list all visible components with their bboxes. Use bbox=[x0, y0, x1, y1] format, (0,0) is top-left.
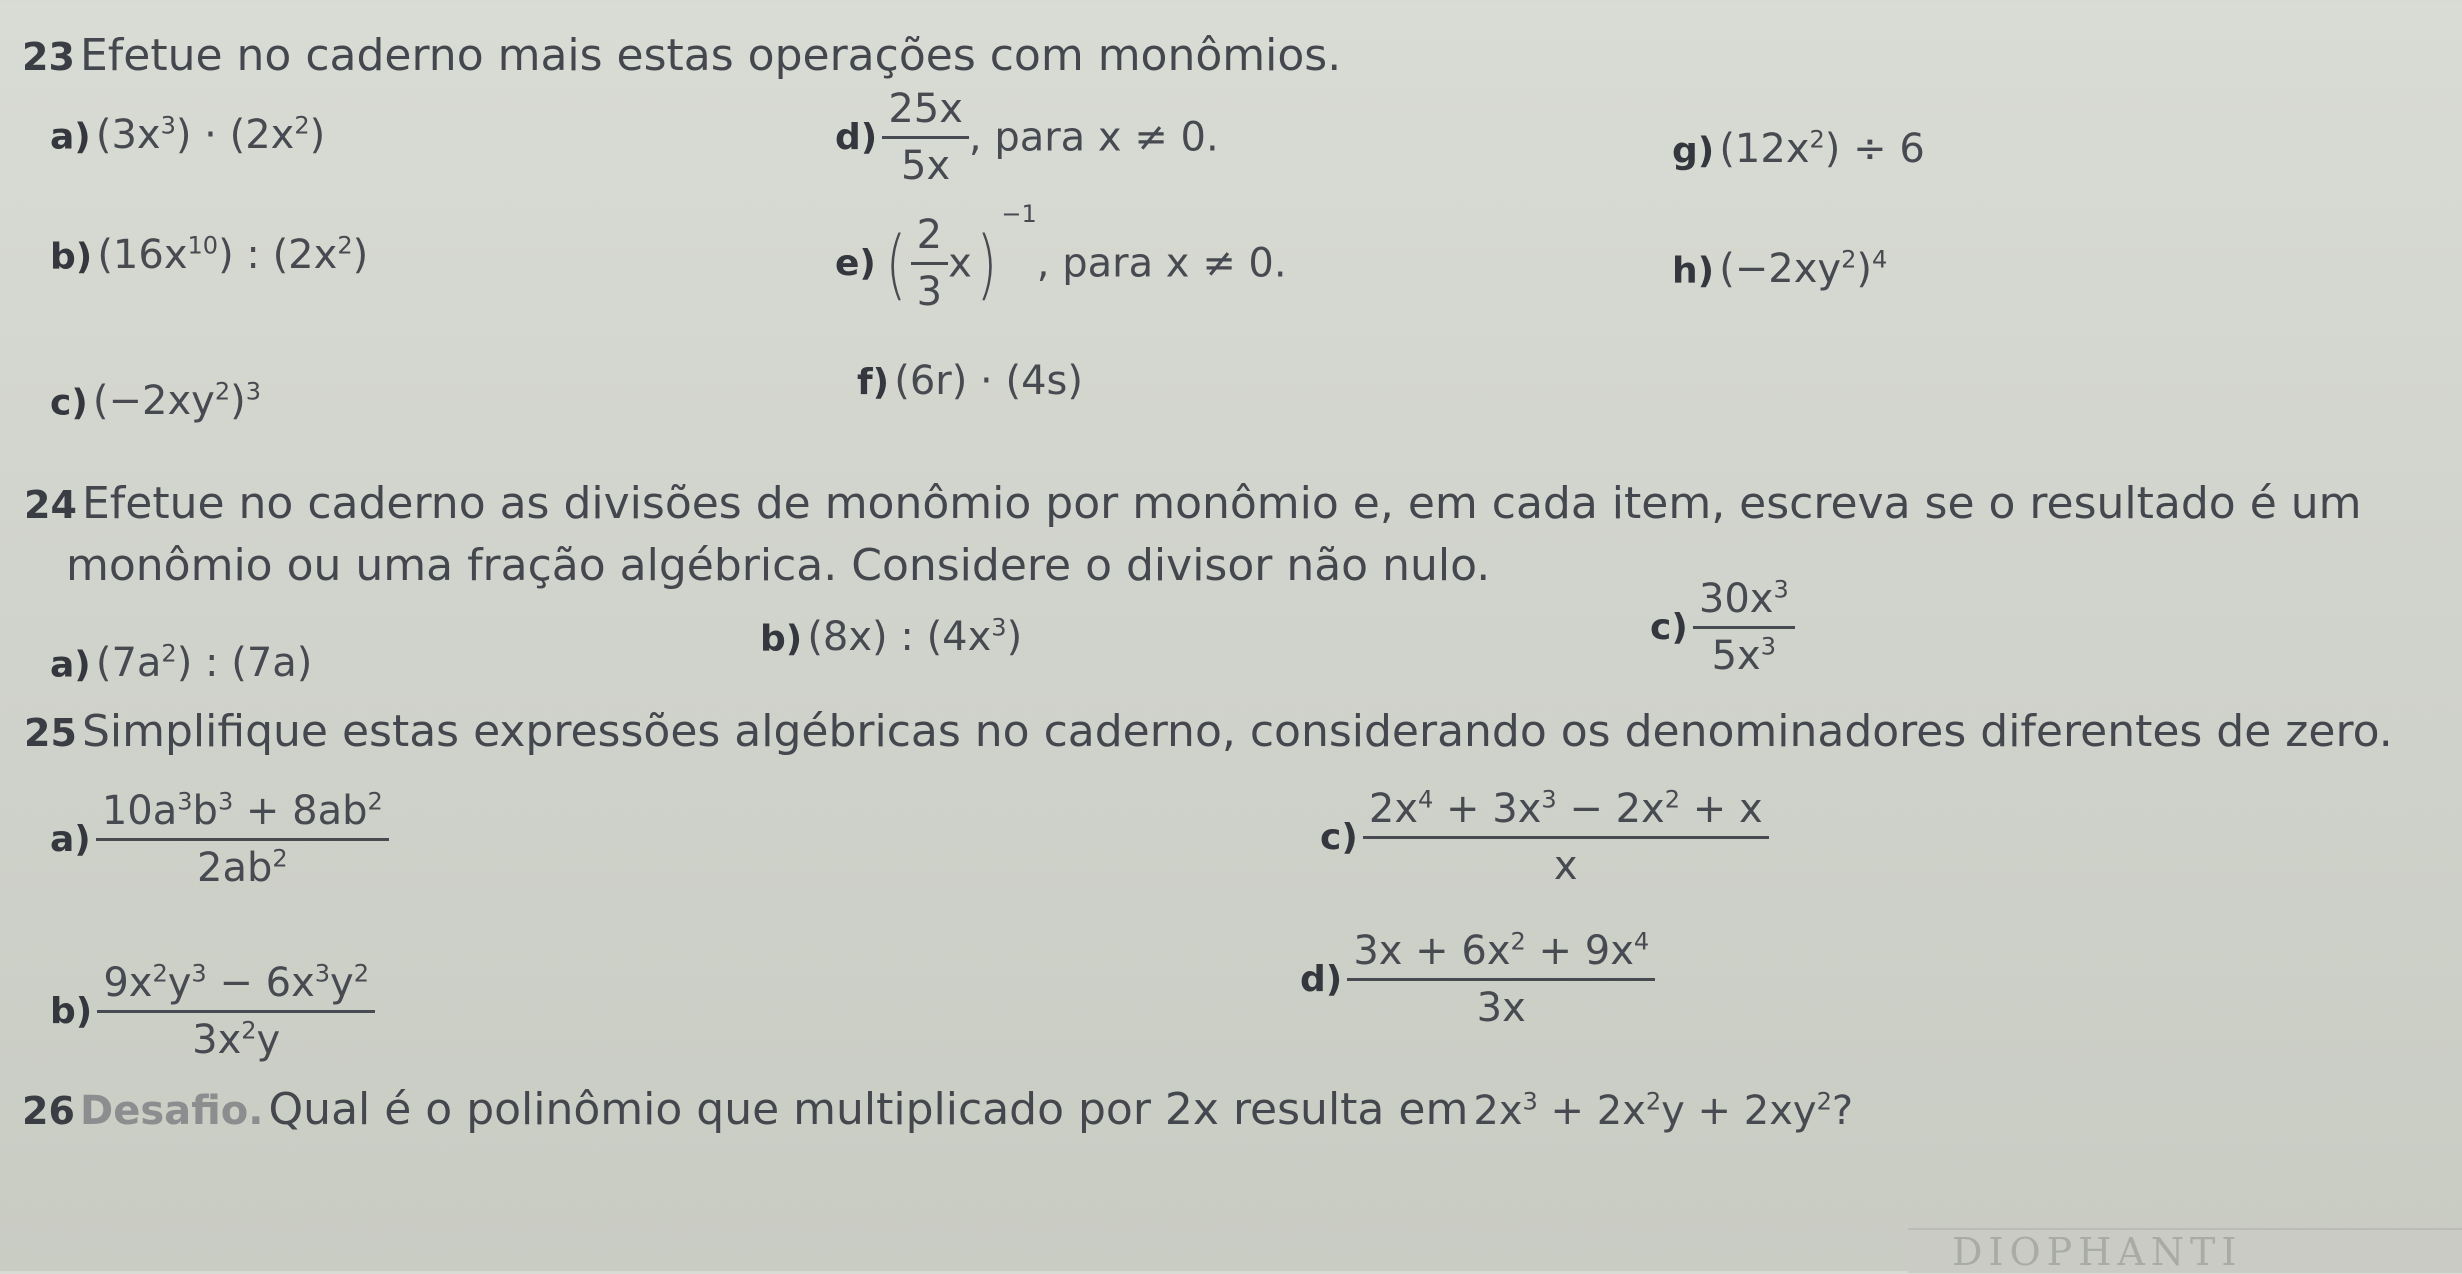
expression: (6r) · (4s) bbox=[894, 358, 1083, 404]
item-23c: c) $(-2xy^2)^3$ bbox=[50, 378, 261, 425]
challenge-label: Desafio. bbox=[79, 1088, 264, 1134]
fraction: $\frac{30x^3}{5x^3}$ bbox=[1693, 576, 1795, 679]
expression: (8x) : $(4x^3)$ bbox=[807, 614, 1023, 661]
fraction: $\frac{10a^3b^3 + 8ab^2}{2ab^2}$ bbox=[96, 788, 389, 891]
question-23 bbox=[22, 30, 1341, 81]
fraction: $\frac{9x^2y^3 - 6x^3y^2}{3x^2y}$ bbox=[97, 960, 375, 1063]
question-number: 25 bbox=[24, 711, 77, 755]
question-24-stem-cont: monômio ou uma fração algébrica. Considere o divisor não nulo. bbox=[66, 540, 1491, 591]
item-23f: f) (6r) · (4s) bbox=[857, 358, 1083, 404]
question-stem: Efetue no caderno mais estas operações com monômios. bbox=[79, 30, 1342, 81]
item-24a: a) $(7a^2)$ : (7a) bbox=[50, 640, 313, 687]
question-number: 23 bbox=[22, 35, 75, 79]
question-stem: Simplifique estas expressões algébricas no caderno, considerando os denominadores diferentes de zero. bbox=[81, 706, 2393, 757]
expression: $(3x^3) \cdot (2x^2)$ bbox=[95, 112, 326, 159]
question-26: 26 Desafio. Qual é o polinômio que multiplicado por 2x resulta em $2x^3 + 2x^2y + 2xy^2$? bbox=[22, 1084, 1854, 1135]
question-number: 24 bbox=[24, 483, 77, 527]
expression: $(-2xy^2)^3$ bbox=[92, 378, 261, 425]
item-23g: g) $(12x^2) \div 6$ bbox=[1672, 126, 1925, 173]
footer-ribbon bbox=[1908, 1228, 2462, 1273]
expression: $(16x^{10})$ : $(2x^2)$ bbox=[97, 232, 369, 279]
question-25 bbox=[24, 706, 2393, 757]
item-23b: b) $(16x^{10})$ : $(2x^2)$ bbox=[50, 232, 369, 279]
item-23a: a) $(3x^3) \cdot (2x^2)$ bbox=[50, 112, 326, 159]
item-23e: e) ( $\frac{2}{3}$ x)$^{-1}$, para x ≠ 0. bbox=[835, 200, 1287, 315]
item-25d: d) $\frac{3x + 6x^2 + 9x^4}{3x}$ bbox=[1300, 928, 1655, 1031]
question-stem: Qual é o polinômio que multiplicado por 2x resulta em bbox=[268, 1084, 1469, 1135]
item-23d: d) $\frac{25x}{5x}$ , para x ≠ 0. bbox=[835, 86, 1219, 189]
question-number: 26 bbox=[22, 1089, 75, 1133]
expression: $(7a^2)$ : (7a) bbox=[95, 640, 313, 687]
item-24b: b) (8x) : $(4x^3)$ bbox=[760, 614, 1023, 661]
item-25a: a) $\frac{10a^3b^3 + 8ab^2}{2ab^2}$ bbox=[50, 788, 389, 891]
item-25c: c) $\frac{2x^4 + 3x^3 - 2x^2 + x}{x}$ bbox=[1320, 786, 1769, 889]
expression: $(-2xy^2)^4$ bbox=[1719, 246, 1888, 293]
question-24 bbox=[24, 478, 2362, 529]
fraction: $\frac{25x}{5x}$ bbox=[882, 86, 969, 189]
item-25b: b) $\frac{9x^2y^3 - 6x^3y^2}{3x^2y}$ bbox=[50, 960, 375, 1063]
fraction: $\frac{2x^4 + 3x^3 - 2x^2 + x}{x}$ bbox=[1363, 786, 1769, 889]
fraction: $\frac{3x + 6x^2 + 9x^4}{3x}$ bbox=[1347, 928, 1655, 1031]
question-stem: Efetue no caderno as divisões de monômio por monômio e, em cada item, escreva se o resultado é um bbox=[81, 478, 2362, 529]
brand-text: DIOPHANTI bbox=[1952, 1230, 2243, 1274]
fraction: $\frac{2}{3}$ bbox=[911, 212, 948, 315]
item-23h: h) $(-2xy^2)^4$ bbox=[1672, 246, 1888, 293]
item-24c: c) $\frac{30x^3}{5x^3}$ bbox=[1650, 576, 1795, 679]
expression: $2x^3 + 2x^2y + 2xy^2$ bbox=[1473, 1087, 1832, 1134]
expression: $(12x^2) \div 6$ bbox=[1719, 126, 1925, 173]
